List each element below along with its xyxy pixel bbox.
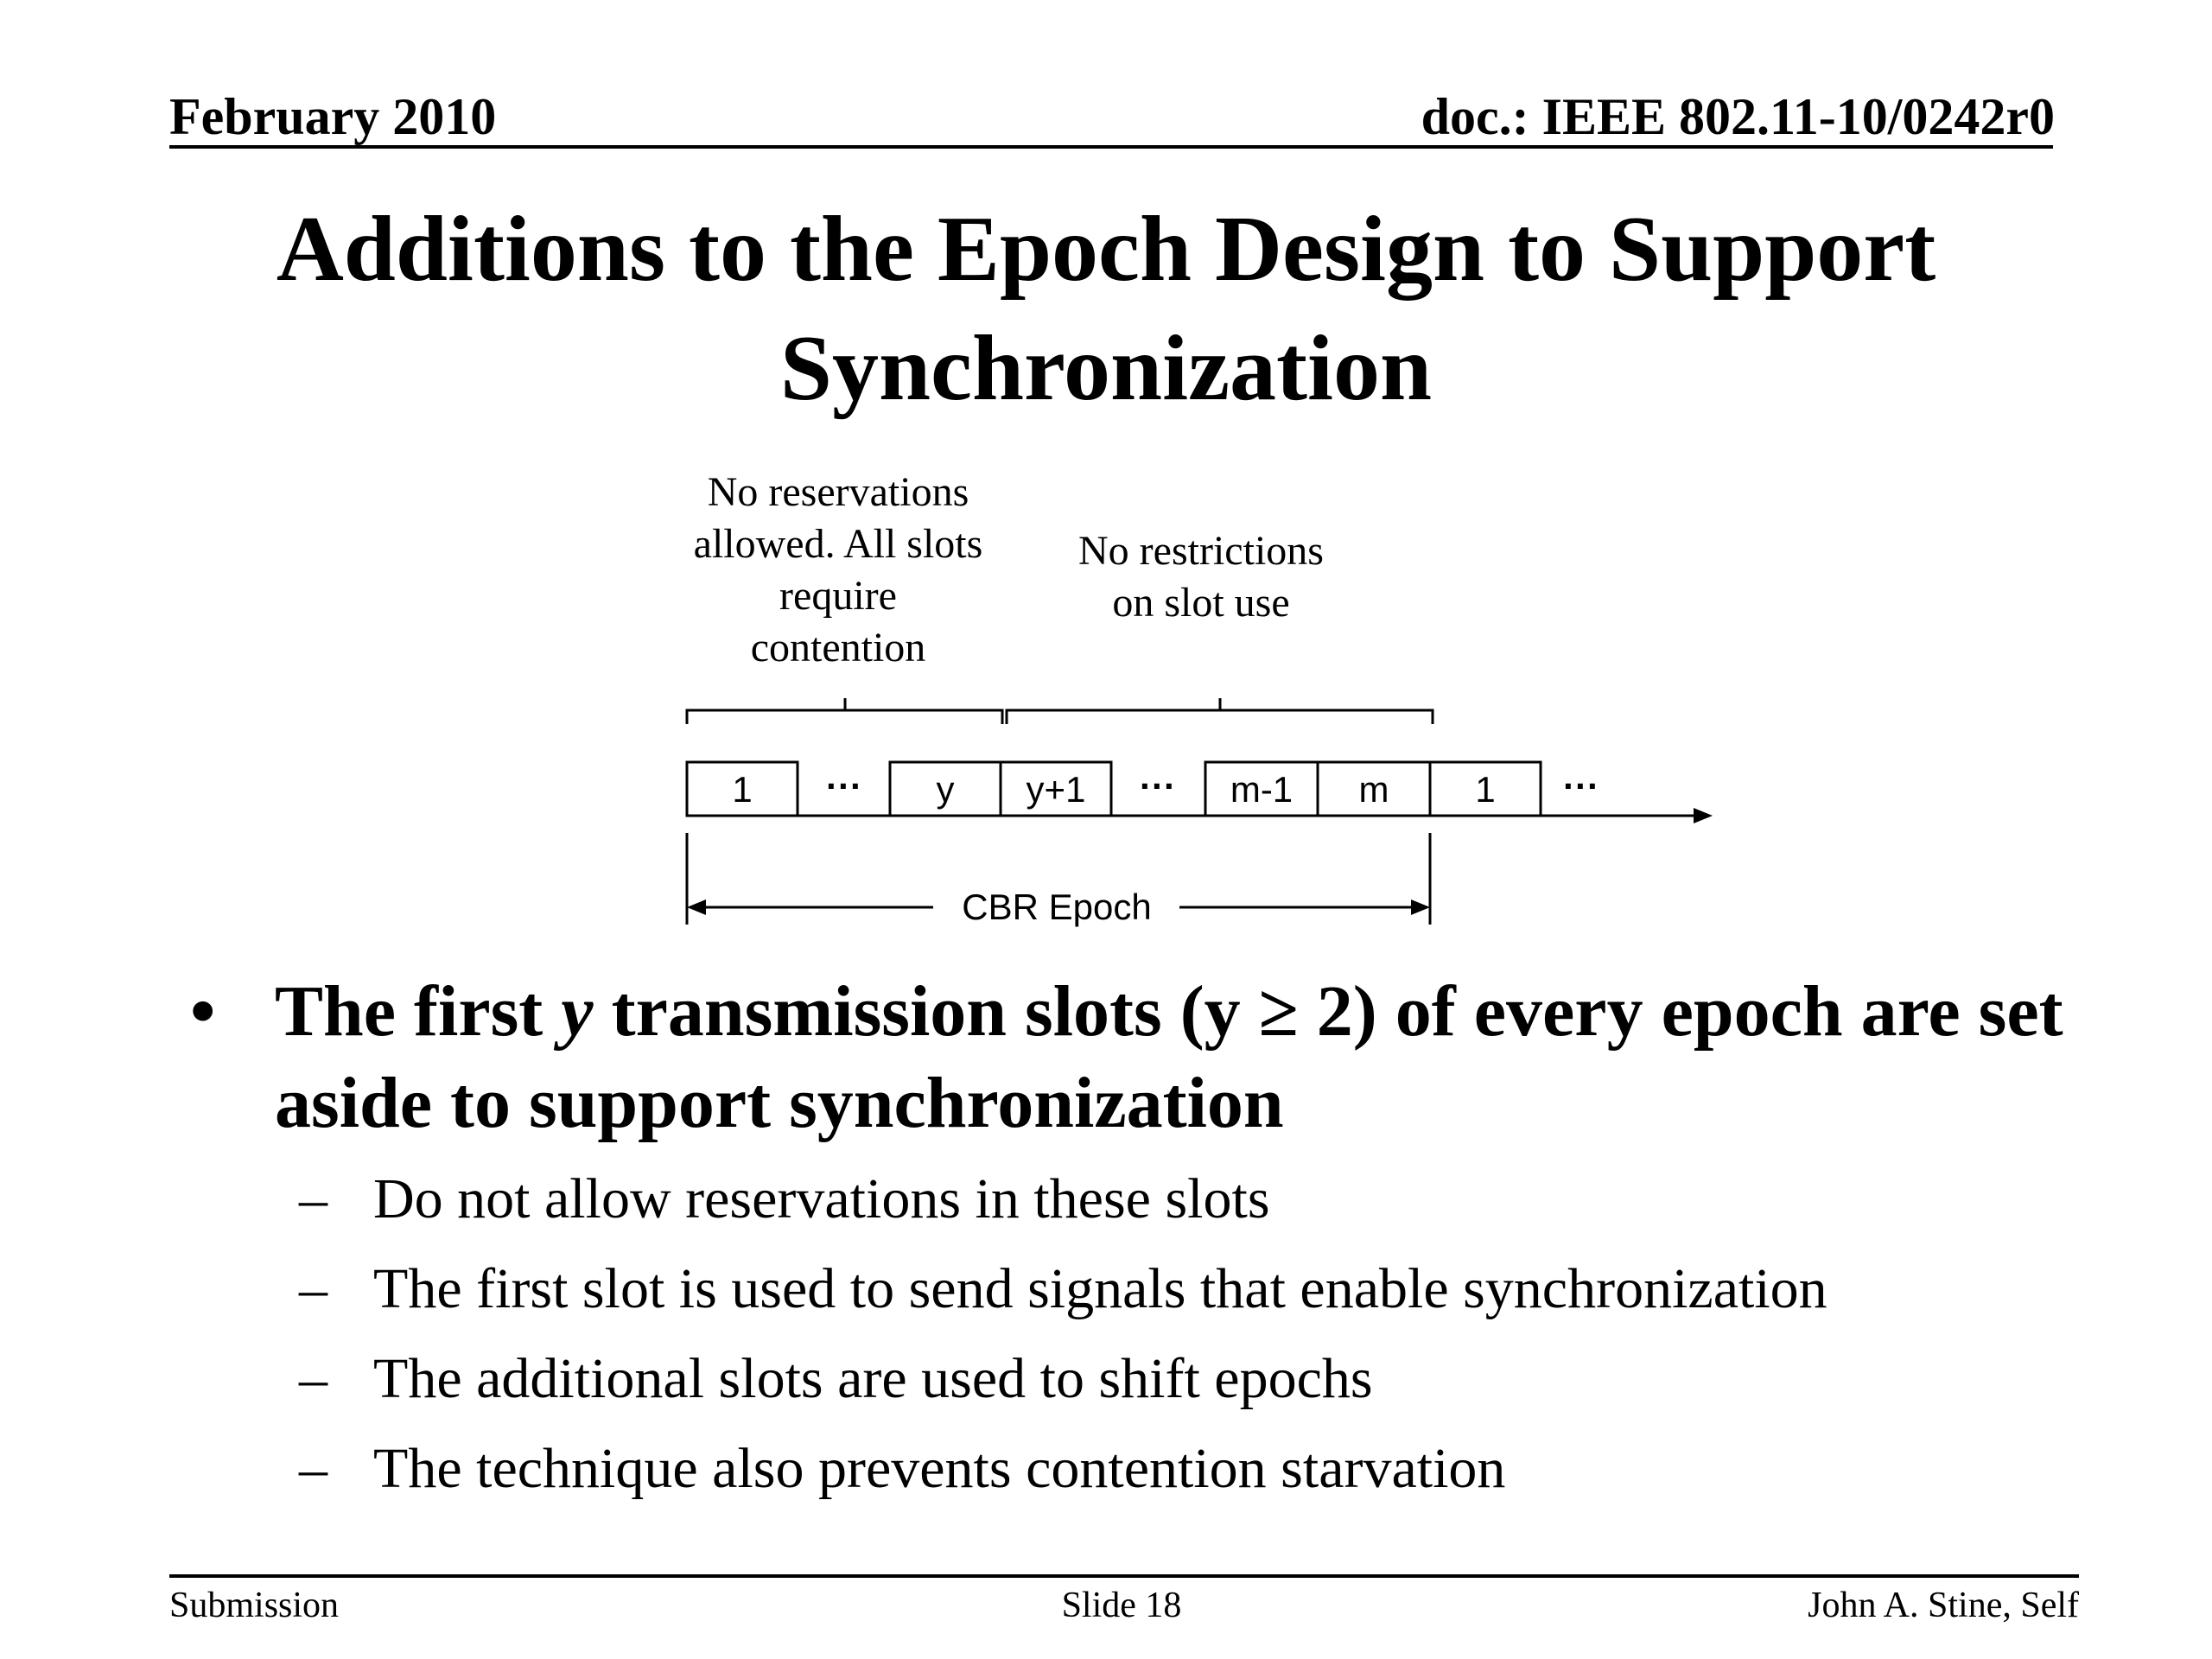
main-bullet-end: 2) of every epoch are set aside to support synchronization [275,971,2063,1143]
epoch-arrowhead-left [687,899,706,915]
footer-author: John A. Stine, Self [1808,1586,2079,1625]
sub-bullet [169,1424,2070,1514]
slot-label-y: y [936,769,955,810]
epoch-diagram [674,467,1728,950]
sub-bullet [169,1244,2070,1334]
header-date: February 2010 [169,88,497,145]
header-doc-id: doc.: IEEE 802.11-10/0242r0 [1421,88,2055,145]
main-bullet-prefix: The first [275,971,562,1052]
footer-slide-number: Slide 18 [1061,1586,1182,1625]
sub-bullet-text: The additional slots are used to shift epochs [373,1347,1373,1410]
sub-bullet-dash: – [299,1347,327,1410]
sub-bullet-text: The technique also prevents contention starvation [373,1437,1506,1500]
slide-title-line-1: Additions to the Epoch Design to Support [276,198,1936,301]
main-bullet-variable: y [561,971,594,1052]
slot-label-1: 1 [732,769,753,810]
sub-bullet [169,1334,2070,1424]
footer-submission: Submission [169,1586,340,1625]
slot-label-next-1: 1 [1475,769,1496,810]
sub-bullet-dash: – [299,1437,327,1500]
sub-bullet-list [169,1154,2070,1514]
slide-title [0,190,2212,429]
sub-bullet-dash: – [299,1257,327,1320]
sub-bullet [169,1154,2070,1244]
slot-ellipsis-2: ··· [1140,766,1176,806]
bullet-list [169,966,2070,1514]
bullet-dot: • [190,971,216,1052]
epoch-label: CBR Epoch [962,887,1152,927]
epoch-arrowhead-right [1411,899,1430,915]
right-brace [1007,698,1433,724]
note-no-restrictions: No restrictions on slot use [1078,528,1324,626]
main-bullet [169,966,2070,1149]
slot-ellipsis-1: ··· [826,766,862,806]
sub-bullet-text: The first slot is used to send signals that enable synchronization [373,1257,1827,1320]
note-no-reservations: No reservations allowed. All slots require contention [693,469,983,671]
timeline-arrowhead [1694,808,1713,823]
left-brace [687,698,1002,724]
slot-ellipsis-3: ··· [1563,766,1599,806]
main-bullet-middle: transmission slots (y [593,971,1259,1052]
slide-title-line-2: Synchronization [779,317,1433,420]
main-bullet-symbol: ≥ [1258,971,1299,1052]
slot-label-m: m [1358,769,1389,810]
header-rule [169,145,2053,149]
footer-rule [169,1574,2079,1578]
sub-bullet-text: Do not allow reservations in these slots [373,1167,1270,1230]
sub-bullet-dash: – [299,1167,327,1230]
slot-label-y-plus-1: y+1 [1026,769,1086,810]
epoch-diagram-svg [674,467,1728,950]
slot-label-m-minus-1: m-1 [1230,769,1294,810]
